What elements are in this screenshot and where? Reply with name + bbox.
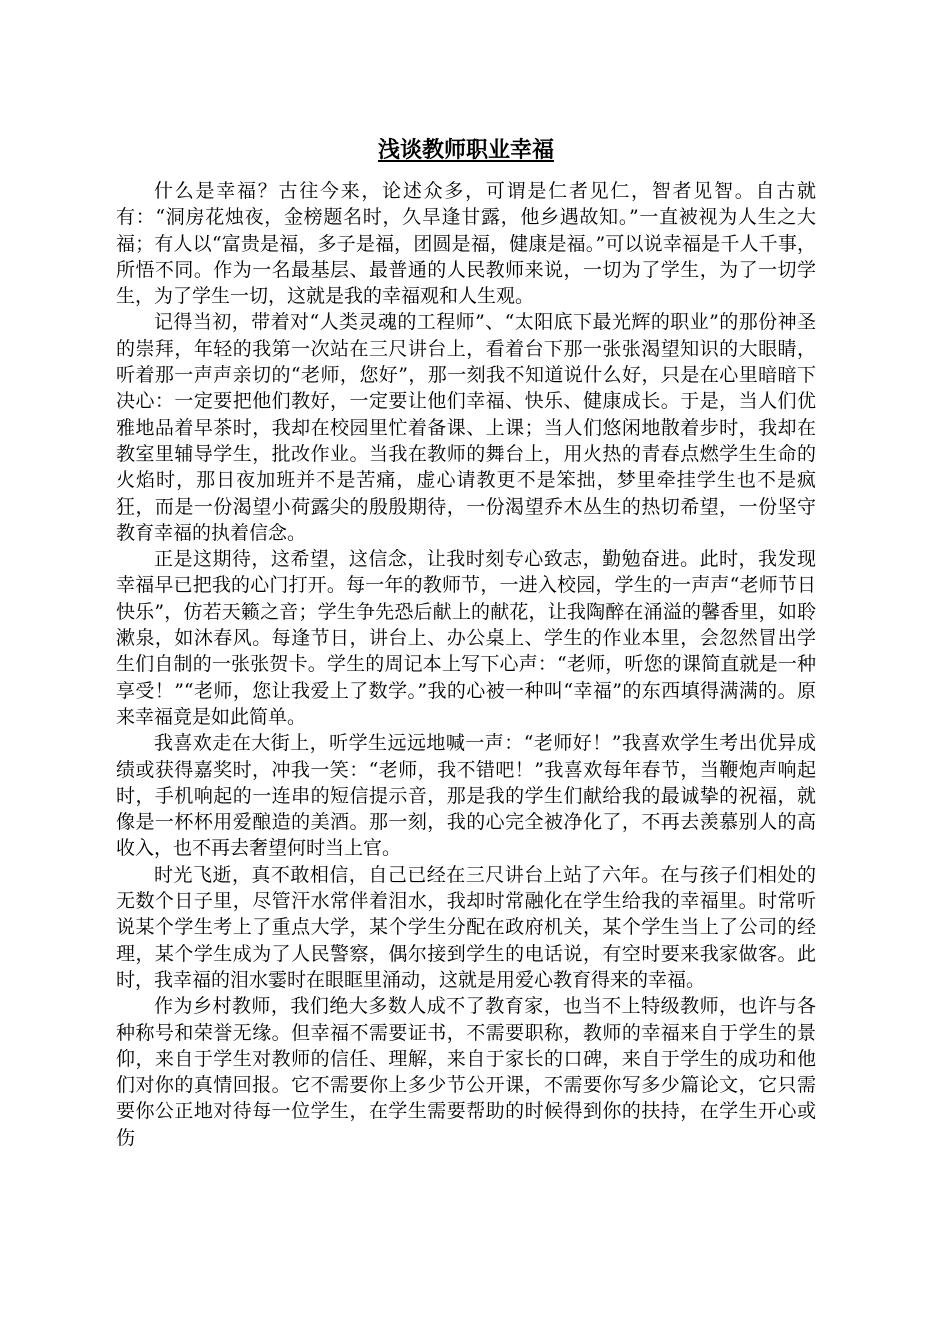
paragraph-3: 正是这期待，这希望，这信念，让我时刻专心致志，勤勉奋进。此时，我发现幸福早已把我的心门打开。每一年的教师节，一进入校园，学生的一声声“老师节日快乐”，仿若天籁之音；学生争先恐后献上的献花，让我陶醉在涌溢的馨香里，如聆漱泉，如沐春风。每逢节日，讲台上、办公桌上、学生的作业本里，会忽然冒出学生们自制的一张张贺卡。学生的周记本上写下心声：“老师，听您的课简直就是一种享受！”“老师，您让我爱上了数学。”我的心被一种叫“幸福”的东西填得满满的。原来幸福竟是如此简单。 (116, 548, 816, 728)
document-title: 浅谈教师职业幸福 (377, 138, 554, 163)
paragraph-1: 什么是幸福？古往今来，论述众多，可谓是仁者见仁，智者见智。自古就有：“洞房花烛夜，金榜题名时，久旱逢甘露，他乡遇故知。”一直被视为人生之大福；有人以“富贵是福，多子是福，团圆是福，健康是福。”可以说幸福是千人千事，所悟不同。作为一名最基层、最普通的人民教师来说，一切为了学生，为了一切学生，为了学生一切，这就是我的幸福观和人生观。 (116, 180, 816, 308)
paragraph-2: 记得当初，带着对“人类灵魂的工程师”、“太阳底下最光辉的职业”的那份神圣的崇拜，年轻的我第一次站在三尺讲台上，看着台下那一张张渴望知识的大眼睛，听着那一声声亲切的“老师，您好”，那一刻我不知道说什么好，只是在心里暗暗下决心：一定要把他们教好，一定要让他们幸福、快乐、健康成长。于是，当人们优雅地品着早茶时，我却在校园里忙着备课、上课；当人们悠闲地散着步时，我却在教室里辅导学生，批改作业。当我在教师的舞台上，用火热的青春点燃学生生命的火焰时，那日夜加班并不是苦痛，虚心请教更不是笨拙，梦里牵挂学生也不是疯狂，而是一份渴望小荷露尖的殷殷期待，一份渴望乔木丛生的热切希望，一份坚守教育幸福的执着信念。 (116, 311, 816, 544)
paragraph-4: 我喜欢走在大街上，听学生远远地喊一声：“老师好！”我喜欢学生考出优异成绩或获得嘉奖时，冲我一笑：“老师，我不错吧！”我喜欢每年春节，当鞭炮声响起时，手机响起的一连串的短信提示音，那是我的学生们献给我的最诚挚的祝福，就像是一杯杯用爱酿造的美酒。那一刻，我的心完全被净化了，不再去羡慕别人的高收入，也不再去奢望何时当上官。 (116, 732, 816, 860)
paragraph-6: 作为乡村教师，我们绝大多数人成不了教育家，也当不上特级教师，也许与各种称号和荣誉无缘。但幸福不需要证书，不需要职称，教师的幸福来自于学生的景仰，来自于学生对教师的信任、理解，来自于家长的口碑，来自于学生的成功和他们对你的真情回报。它不需要你上多少节公开课，不需要你写多少篇论文，它只需要你公正地对待每一位学生，在学生需要帮助的时候得到你的扶持，在学生开心或伤 (116, 995, 816, 1149)
document-page (116, 128, 816, 1151)
paragraph-5: 时光飞逝，真不敢相信，自己已经在三尺讲台上站了六年。在与孩子们相处的无数个日子里，尽管汗水常伴着泪水，我却时常融化在学生给我的幸福里。时常听说某个学生考上了重点大学，某个学生分配在政府机关，某个学生当上了公司的经理，某个学生成为了人民警察，偶尔接到学生的电话说，有空时要来我家做客。此时，我幸福的泪水霎时在眼眶里涌动，这就是用爱心教育得来的幸福。 (116, 863, 816, 991)
